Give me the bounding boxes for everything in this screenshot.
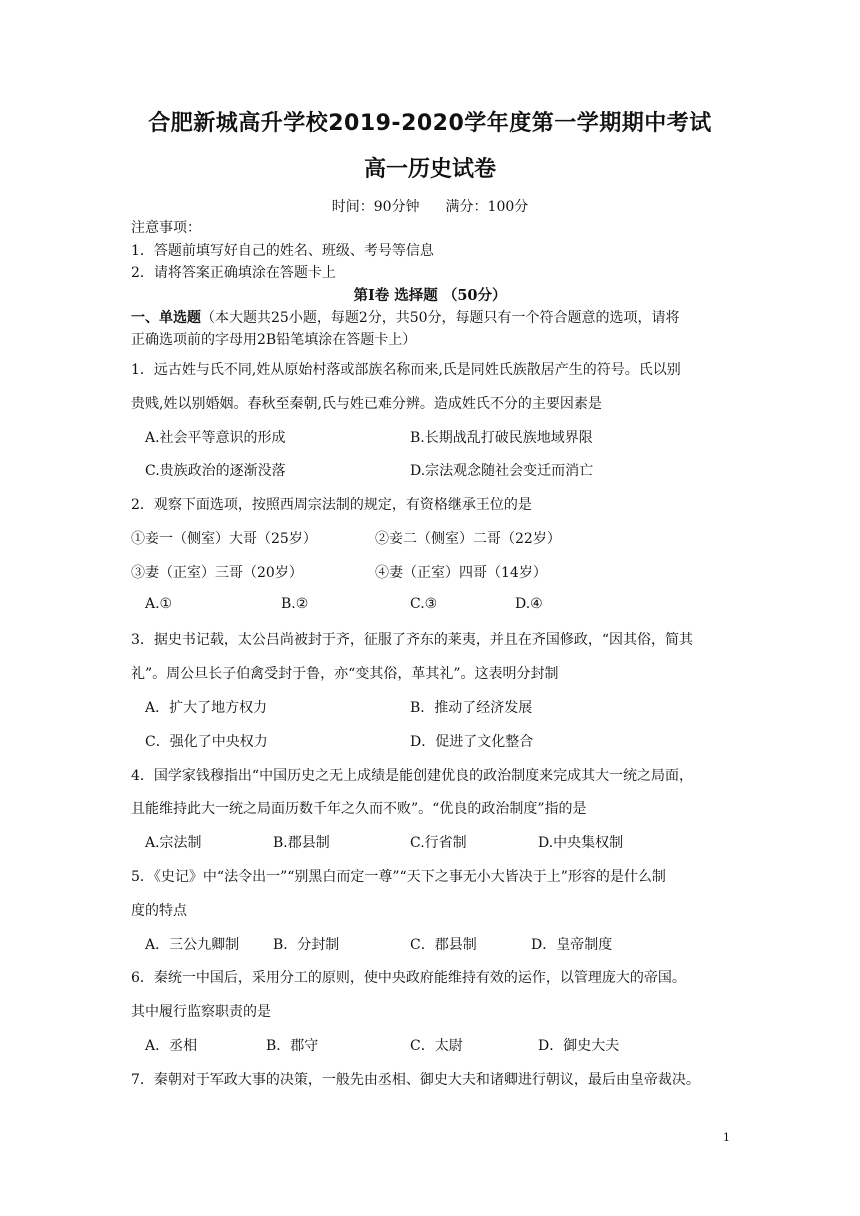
option-b: B.郡县制 [273,835,330,851]
option-a: A.社会平等意识的形成 [145,430,286,446]
option-a: A．丞相 [145,1038,198,1054]
part-label: 一、单选题 [131,310,201,326]
option-d: D．促进了文化整合 [410,734,534,750]
option-d: D.④ [515,596,543,612]
question-item: ②妾二（侧室）二哥（22岁） [375,531,561,547]
question-stem: 4．国学家钱穆指出“中国历史之无上成绩是能创建优良的政治制度来完成其大一统之局面， [131,768,694,784]
notes-item: 2．请将答案正确填涂在答题卡上 [131,265,336,281]
option-b: B．分封制 [273,937,340,953]
question-stem: 5．《史记》中“法令出一”“别黑白而定一尊”“天下之事无小大皆决于上”形容的是什么制 [131,869,666,885]
question-stem: 礼”。周公旦长子伯禽受封于鲁，亦“变其俗，革其礼”。这表明分封制 [131,666,559,682]
part-heading [131,307,680,327]
exam-time: 时间：90分钟 [331,199,420,215]
option-d: D．御史大夫 [538,1038,620,1054]
question-stem: 3．据史书记载，太公吕尚被封于齐，征服了齐东的莱夷，并且在齐国修政，“因其俗，简其 [131,632,694,648]
exam-title: 合肥新城高升学校2019-2020学年度第一学期期中考试 [148,111,712,136]
part-desc: 正确选项前的字母用2B铅笔填涂在答题卡上） [131,332,417,348]
question-stem: 6．秦统一中国后，采用分工的原则，使中央政府能维持有效的运作，以管理庞大的帝国。 [131,970,686,986]
option-c: C.贵族政治的逐渐没落 [145,463,286,479]
question-stem: 2．观察下面选项，按照西周宗法制的规定，有资格继承王位的是 [131,497,532,513]
option-d: D.宗法观念随社会变迁而消亡 [410,463,594,479]
exam-subtitle: 高一历史试卷 [363,157,496,182]
question-stem: 贵贱,姓以别婚姻。春秋至秦朝,氏与姓已难分辨。造成姓氏不分的主要因素是 [131,396,602,412]
option-c: C．郡县制 [410,937,477,953]
option-b: B．推动了经济发展 [410,700,533,716]
part-desc: （本大题共25小题，每题2分，共50分，每题只有一个符合题意的选项，请将 [201,310,680,326]
notes-item: 1．答题前填写好自己的姓名、班级、考号等信息 [131,243,434,259]
question-item: ④妻（正室）四哥（14岁） [375,565,547,581]
option-a: A.宗法制 [145,835,202,851]
option-b: B．郡守 [266,1038,319,1054]
notes-heading: 注意事项： [131,220,201,236]
question-stem: 度的特点 [131,903,187,919]
question-item: ①妾一（侧室）大哥（25岁） [131,531,317,547]
option-b: B.② [281,596,309,612]
option-c: C．太尉 [410,1038,463,1054]
page-number: 1 [723,1131,730,1144]
option-d: D.中央集权制 [538,835,624,851]
exam-meta [0,196,860,216]
option-c: C.③ [410,596,438,612]
section-title: 第Ⅰ卷 选择题 （50分） [353,287,507,304]
option-d: D．皇帝制度 [531,937,613,953]
question-stem: 其中履行监察职责的是 [131,1004,271,1020]
option-a: A．三公九卿制 [145,937,240,953]
exam-score: 满分：100分 [445,199,529,215]
question-stem: 且能维持此大一统之局面历数千年之久而不败”。“优良的政治制度”指的是 [131,801,587,817]
option-c: C.行省制 [410,835,467,851]
option-b: B.长期战乱打破民族地域界限 [410,430,593,446]
option-c: C．强化了中央权力 [145,734,268,750]
question-item: ③妻（正室）三哥（20岁） [131,565,303,581]
question-stem: 1．远古姓与氏不同,姓从原始村落或部族名称而来,氏是同姓氏族散居产生的符号。氏以别 [131,362,681,378]
option-a: A.① [145,596,173,612]
question-stem: 7．秦朝对于军政大事的决策，一般先由丞相、御史大夫和诸卿进行朝议，最后由皇帝裁决。 [131,1072,700,1088]
option-a: A．扩大了地方权力 [145,700,268,716]
